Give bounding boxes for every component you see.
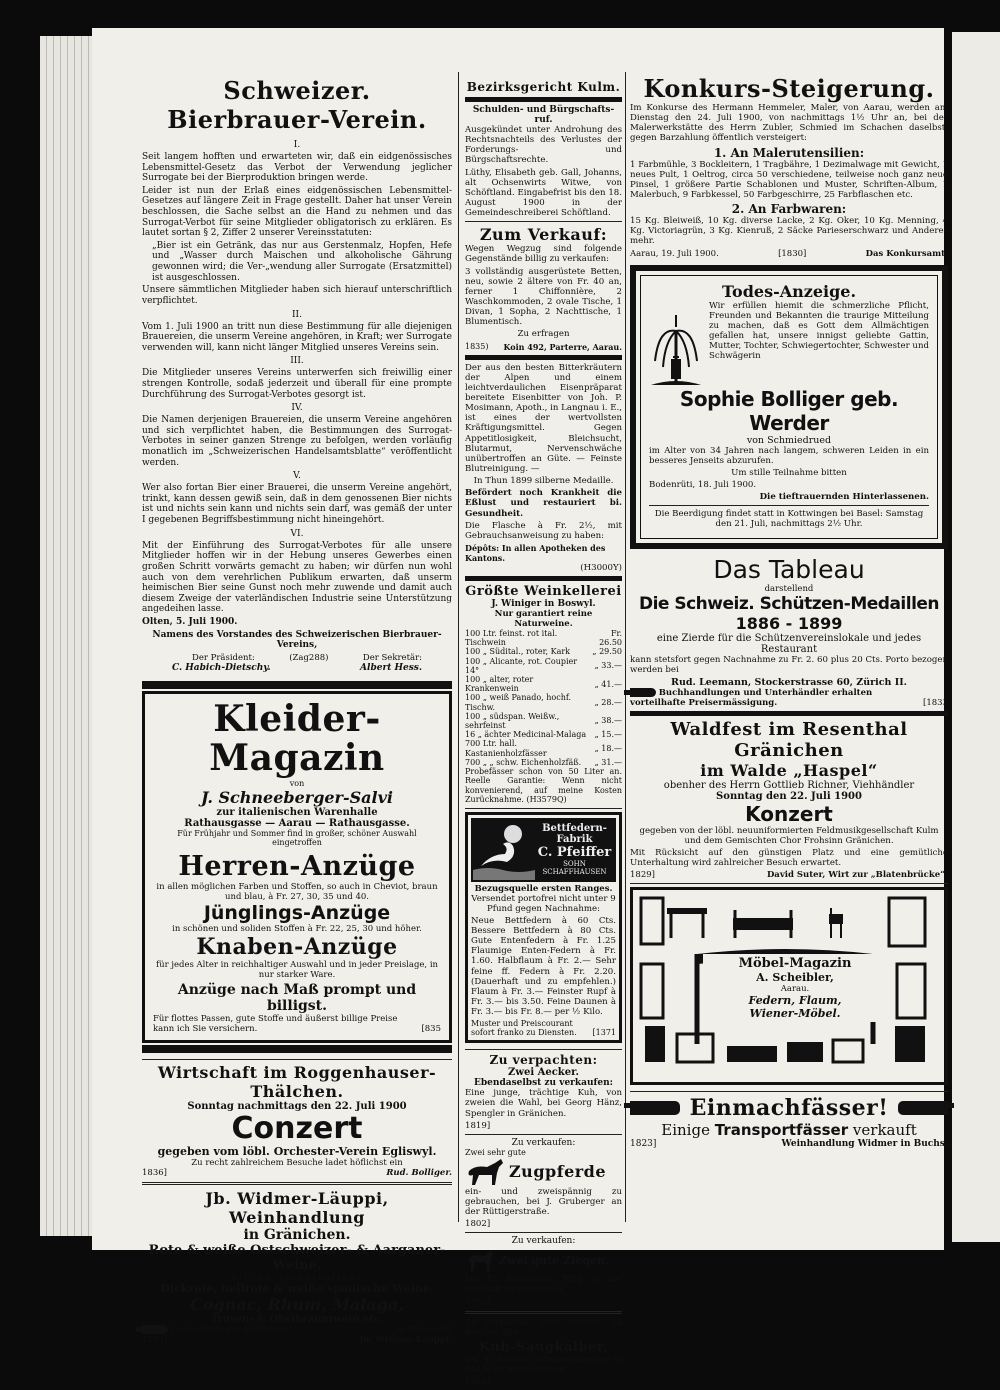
price-row [465,712,622,730]
price-value: „ 29.50 [592,647,622,657]
ad-number: 1829] [630,870,655,881]
moebel-text: Federn, Flaum, [748,994,842,1008]
kleider-line: Für Frühjahr und Sommer find in großer, schöner Auswahl eingetroffen [177,828,417,847]
kuh-title: Kuh-Saugkälber, [478,1340,609,1356]
divider [465,1311,622,1314]
section-number: IV. [291,403,303,414]
einmach-text-a: Einige [661,1121,710,1140]
tod-bitte: Um stille Teilnahme bitten [731,467,847,478]
tod-von: von Schmiedrued [746,434,832,446]
tableau-address: Rud. Leemann, Stockerstrasse 60, Zürich II. [671,676,907,688]
price-row [465,758,622,767]
paragraph: kann stetsfort gegen Nachnahme zu Fr. 2. 60 plus 20 Cts. Porto bezogen werden bei [630,654,948,675]
paragraph: Mit Rücksicht auf den günstigen Platz und eine gemütliche Unterhaltung wird zahlreicher Besuch erwartet. [630,848,948,869]
wirtschaft-date: Sonntag nachmittags den 22. Juli 1900 [187,1100,407,1112]
waldfest-konzert: Konzert [745,801,833,826]
price-row [465,657,622,675]
feder-quelle: Bezugsquelle ersten Ranges. [474,883,613,894]
herren-text: in allen möglichen Farben und Stoffen, so auch in Cheviot, braun und blau, à Fr. 27, 30, 35 und 40. [156,881,438,902]
bitter-medal: In Thun 1899 silberne Medaille. [473,476,614,487]
president-label: Der Präsident: [192,652,255,663]
waldfest-title: Waldfest im Resenthal Gränichen [670,718,908,761]
divider [630,883,948,884]
conzert-invite: Zu recht zahlreichem Besuche ladet höflichst ein [191,1157,403,1168]
wirtschaft-title: Wirtschaft im Roggenhauser-Thälchen. [157,1062,437,1101]
price-item: 100 Ltr. feinst. rot ital. Tischwein [465,629,558,648]
verkauf-address: Koin 492, Parterre, Aarau. [503,341,622,352]
paragraph: 15 Kg. Bleiweiß, 10 Kg. diverse Lacke, 2 Kg. Oker, 10 Kg. Menning, 4 Kg. Victoriagrün, 3 Kg. Kienruß, 2 Säcke Parieserschwarz und Anderes mehr. [630,216,948,247]
kleider-ad [142,681,452,1053]
tod-name: Sophie Bolliger geb. Werder [679,386,899,435]
zug-sub: Zwei sehr gute [465,1147,526,1157]
pointing-hand-icon [630,688,656,697]
willow-grave-icon [649,301,703,387]
paragraph: bei Al. Müller, Schmiedemeister in Walde zu Schmiedrued. [465,1355,622,1376]
column-left [142,70,452,1345]
zug-header: Zu verkaufen: [511,1137,576,1148]
feder-muster: Muster und Preiscourant sofort franko zu Diensten. [471,1019,577,1038]
paragraph: Wir erfüllen hiemit die schmerzliche Pflicht, Freunden und Bekannten die traurige Mitteilung zu machen, daß es Gott dem Allmächtigen gefallen hat, unsere innigst geliebte Gattin, Mutter, Tochter, Schwiegertochter, Schwester und Schwägerin [709,300,930,362]
book-page-edges [40,36,95,1236]
paragraph: Die Mitglieder unseres Vereins unterwerfen sich freiwillig einer strengen Kontrolle, sodaß jederzeit und überall für eine prompte Durchführung des Surrogat-Verbotes gesorgt ist. [142,368,452,400]
kleider-address: Rathausgasse — Aarau — Rathausgasse. [184,817,410,829]
death-notice [630,265,948,549]
price-row [465,647,622,656]
bezirk-title: Bezirksgericht Kulm. [466,80,621,94]
widmer-cheap: Billige, reingehaltene [231,1272,363,1282]
statute-quote: „Bier ist ein Getränk, das nur aus Gerstenmalz, Hopfen, Hefe und „Wasser durch Maischen und alkoholische Gährung gewonnen wird; die Ver-„wendung aller Surrogate (Ersatzmittel) ist ausgeschlossen. [152,240,452,283]
einmach-signature: Weinhandlung Widmer in Buchs. [781,1139,948,1150]
bitter-depot: Dépôts: In allen Apotheken des Kantons. [465,542,606,563]
price-row [465,629,622,647]
bitter-eslust: Befördert noch Krankheit die Eßlust und restauriert bi. Gesundheit. [465,488,622,519]
bezirk-sub: Schulden- und Bürgschafts-ruf. [472,105,615,125]
moebel-location: Aarau. [780,984,810,995]
kleider-owner: J. Schneeberger-Salvi [201,787,393,807]
divider [465,1134,622,1135]
kleider-sub: zur italienischen Warenhalle [216,806,378,818]
paragraph: im Alter von 34 Jahren nach langem, schweren Leiden in ein besseres Jenseits abzurufen. [649,445,929,466]
kleider-von: von [289,778,305,788]
divider [142,1059,452,1060]
goat-icon [465,1246,499,1274]
juengling-text: in schönen und soliden Stoffen à Fr. 22, 25, 30 und höher. [172,923,422,934]
widmer-spirits: Cognac, Rhum, Malaga, [190,1294,404,1314]
tod-burial: Die Beerdigung findet statt in Kottwingen bei Basel: Samstag den 21. Juli, nachmittags 2½ Uhr. [654,509,924,530]
column-rule-2 [625,72,626,1222]
price-value: „ 31.— [594,757,622,767]
paragraph: Wegen Wegzug sind folgende Gegenstände billig zu verkaufen: [465,244,622,265]
divider [465,576,622,581]
waldfest-sub: im Walde „Haspel“ [700,760,878,780]
moebel-title: Möbel-Magazin [738,956,852,972]
pacht-title: Zu verpachten: [489,1053,598,1068]
paragraph: Die Flasche à Fr. 2½, mit Gebrauchsanweisung zu haben: [465,520,622,541]
price-item: 100 „ südspan. Weißw., sehrfeinst [465,711,560,730]
price-value: „ 28.— [594,697,622,707]
paragraph: Lüthy, Elisabeth geb. Gall, Johanns, alt Ochsenwirts Witwe, von Schöftland. Eingabefrist bis den 18. August 1900 in der Gemeindeschreiberei Schöftland. [465,167,622,219]
zug-title: Zugpferde [509,1162,607,1182]
conzert-heading: Conzert [231,1110,363,1146]
widmer-achtung: Achtungsvoll [396,1324,452,1335]
einmach-text-b: Transportfässer [714,1121,849,1140]
pointing-hand-icon [142,1325,168,1334]
konkurs-signature: Das Konkursamt. [865,248,948,259]
paragraph: gegeben von der löbl. neuuniformierten Feldmusikgesellschaft Kulm und dem Gemischten Chor Frohsinn Gränichen. [639,825,939,846]
einmach-text-c: verkauft [852,1121,917,1140]
pointing-hand-icon [898,1101,948,1115]
price-item: 100 „ weiß Panado, hochf. Tischw. [465,693,572,712]
moebel-text-2: Wiener-Möbel. [749,1007,841,1021]
price-item: 100 „ Südital., roter, Kark [465,647,571,657]
column-rule-1 [458,72,459,1222]
price-row [465,730,622,739]
einmach-title: Einmachfässer! [689,1095,889,1122]
price-value: Fr. 26.50 [599,629,622,648]
price-item: 700 „ „ schw. Eichenholzfäß. [465,757,582,767]
column-middle [465,70,622,1390]
divider [465,221,622,222]
waldfest-signature: David Suter, Wirt zur „Blatenbrücke“. [766,870,948,881]
paragraph: Der aus den besten Bitterkräutern der Alpen und einem leichtverdaulichen Eisenpräparat bereitete Eisenbitter von Joh. P. Mosimann, Apoth., in Langnau i. E., ist eines der wertvollsten Kräftigungsmittel. Gegen Appetitlosigkeit, Bleichsucht, Blutarmut, Nervenschwäche unübertroffen an Güte. — Feinste Blutreinigung. — [465,362,622,474]
paragraph: Seit langem hofften und erwarteten wir, daß ein eidgenössisches Lebensmittel-Gesetz das Verbot der Verwendung jeglicher Surrogate bei der Bierproduktion bringen werde. [142,152,452,184]
widmer-title: Jb. Widmer-Läuppi, Weinhandlung [205,1188,389,1227]
ziegen-title: Zwei gute Ziegen, [499,1253,609,1267]
divider [465,1232,622,1233]
next-page-edge [952,32,1000,1242]
konkurs-section-2: 2. An Farbwaren: [731,202,847,217]
dateline: Olten, 5. Juli 1900. [142,616,238,627]
column-right [630,70,948,1149]
kuh-header: Zu verkaufen: Zwei schöne, 14 Wochen alte [465,1317,622,1338]
mass-heading: Anzüge nach Maß prompt und billigst. [177,981,417,1014]
divider [465,1049,622,1050]
wein-title: Größte Weinkellerei [465,584,622,600]
tod-date: Bodenrüti, 18. Juli 1900. [649,479,757,490]
president-signature: C. Habich-Dietschy. [172,662,271,673]
conzert-performer: gegeben vom löbl. Orchester-Verein Egliswyl. [157,1144,437,1158]
ad-number: 1823] [630,1139,657,1150]
price-item: 100 „ alter, roter Krankenwein [465,675,534,694]
paragraph: ein- und zweispännig zu gebrauchen, bei J. Gruberger an der Rüttigerstraße. [465,1186,622,1218]
ad-number: [1833 [923,697,948,708]
konkurs-title: Konkurs-Steigerung. [643,74,935,103]
divider [630,711,948,716]
price-row [465,739,622,757]
ad-number: [835 [421,1023,441,1034]
tableau-text: eine Zierde für die Schützenvereinslokale und jedes Restaurant [656,632,922,655]
paragraph: Mit der Einführung des Surrogat-Verbotes für alle unsere Mitglieder hoffen wir in der Hebung unseres Gewerbes einen großen Schritt vorwärts gemacht zu haben; wir dürfen nun wohl auch von dem verehrlichen Publikum erwarten, daß unserm heimischen Bier seine Gunst noch mehr zuwende und damit auch diesem Zweige der vaterländischen Industrie seine Unterstützung angedeihen lasse. [142,540,452,615]
paragraph: Im Konkurse des Hermann Hemmeler, Maler, von Aarau, werden am Dienstag den 24. Juli 1900, von nachmittags 1½ Uhr an, bei der Malerwerkstätte des Herrn Zubler, Schmied im Schachen daselbst, gegen Barzahlung öffentlich versteigert: [630,103,948,144]
section-number: VI. [290,528,304,539]
paragraph: 1 Farbmühle, 3 Bockleitern, 1 Tragbähre, 1 Dezimalwage mit Gewicht, 1 neues Pult, 1 Oeltrog, circa 50 verschiedene, teilweise noch ganz neue Pinsel, 1 größere Partie Schablonen und Muster, Schriften-Album, 1 Malerbuch, 9 Farbkessel, 50 Farbgeschirre, 25 Farbflaschen etc. [630,159,948,200]
conzert-signature: Rud. Bolliger. [386,1167,452,1178]
paragraph: 3 vollständig ausgerüstete Betten, neu, sowie 2 ältere von Fr. 40 an, ferner 1 Chiffonnière, 2 Waschkommoden, 2 ovale Tische, 1 Divan, 1 Sopha, 2 Nachttische, 1 Blumentisch. [465,266,622,328]
ziegen-header: Zu verkaufen: [511,1236,576,1247]
widmer-available: Leihgebinde zur Verfügung! [170,1324,292,1335]
price-row [465,693,622,711]
tableau-years: 1886 - 1899 [735,613,843,633]
price-value: „ 15.— [594,730,622,740]
tableau-sub: darstellend [764,583,814,594]
paragraph: Wer also fortan Bier einer Brauerei, die unserm Vereine angehört, trinkt, kann dessen gewiß sein, daß in dem genossenen Bier nichts ist und nichts sein kann und nichts sein darf, was gemäß der unter I gegebenen Begriffsbestimmung nicht hineingehört. [142,483,452,526]
paragraph: Ausgekündet unter Androhung des Rechtsnachteils des Verlustes der Forderungs- und Bürgschaftsrechte. [465,125,622,166]
feder-location: SCHAFFHAUSEN [542,868,607,877]
wein-guarantee: Nur garantiert reine Naturweine. [494,609,593,630]
paragraph: Vom 1. Juli 1900 an tritt nun diese Bestimmung für alle diejenigen Brauereien, die unserm Vereine angehören, in Kraft; wer Surrogate verwenden will, kann nicht länger Mitglied unseres Vereins sein. [142,321,452,353]
feder-owner: C. Pfeiffer [537,845,612,861]
bettfedern-ad [465,812,622,1044]
section-number: II. [292,309,302,320]
pacht-item: Zwei Aecker. [508,1067,579,1079]
price-value: „ 38.— [594,716,622,726]
section-number: III. [290,356,304,367]
divider [142,1182,452,1185]
secretary-label: Der Sekretär: [362,652,422,663]
ad-number: 1796] [465,1296,491,1307]
mass-text: Für flottes Passen, gute Stoffe und äußerst billige Preise kann ich Sie versichern. [153,1013,398,1034]
swan-icon [473,820,535,880]
price-row [465,675,622,693]
price-item: 700 Ltr. hall. Kastanienholzfässer [465,739,547,758]
horse-icon [465,1157,509,1187]
waldfest-date: Sonntag den 22. Juli 1900 [716,790,862,802]
divider [465,808,622,809]
ad-number: (H3000Y) [580,562,622,573]
paragraph: Eine junge, trächtige Kuh, von zweien die Wahl, bei Georg Hänz, Spengler in Gränichen. [465,1088,622,1119]
ad-number: 1836] [142,1167,167,1178]
kleider-title: Kleider-Magazin [209,697,385,780]
herren-heading: Herren-Anzüge [178,850,416,882]
verkauf-erfragen: Zu erfragen [517,329,570,340]
tod-signature: Die tieftrauernden Hinterlassenen. [759,492,929,503]
pointing-hand-icon [630,1101,680,1115]
price-item: 16 „ ächter Medicinal-Malaga [465,730,587,740]
price-value: „ 41.— [594,679,622,689]
verkauf-title: Zum Verkauf: [479,225,608,245]
moebel-owner: A. Scheibler, [756,971,834,985]
waldfest-location: obenher des Herrn Gottlieb Richner, Viehhändler [663,779,915,791]
section-number: V. [293,471,301,482]
ad-number: [1371 [592,1028,616,1038]
paragraph: Leider ist nun der Erlaß eines eidgenössischen Lebensmittel-Gesetzes auf längere Zeit in Frage gestellt. Daher hat unser Verein beschlossen, die Sache selbst an die Hand zu nehmen und das Surrogat-Verbot für seine Mitglieder obligatorisch zu erklären. Es lautet sortan § 2, Ziffer 2 unserer Vereinsstatuten: [142,185,452,239]
divider [630,1091,948,1092]
tod-title: Todes-Anzeige. [721,281,857,301]
divider [465,355,622,360]
price-value: „ 33.— [594,661,622,671]
section-number: I. [293,140,301,150]
on-behalf-line: Namens des Vorstandes des Schweizerischen Bierbrauer-Vereins, [152,629,442,651]
ad-number: 1808] [465,1377,491,1388]
wein-note: Probefässer schon von 50 Liter an. Reelle Garantie: Wenn nicht konvenierend, auf meine Kosten Zurücknahme. (H3579Q) [465,766,622,805]
widmer-trusen: Trusen- & Obstbranntwein etc. [210,1313,384,1325]
ref-number: (Zag288) [289,652,329,663]
divider [649,505,929,506]
paragraph: Unsere sämmtlichen Mitglieder haben sich hierauf unterschriftlich verpflichtet. [142,285,452,306]
paragraph: bei Fr. Kaufmann, Bifig in der Vorstadt zu Gränichen. [465,1274,622,1295]
feder-title: Bettfedern-Fabrik [542,823,607,846]
konkurs-section-1: 1. An Malerutensilien: [713,145,865,160]
tableau-title: Das Tableau [713,554,865,584]
ad-number: 1819] [465,1120,491,1131]
tableau-medals: Die Schweiz. Schützen-Medaillen [638,593,940,614]
moebel-ad [630,887,948,1085]
feder-items: Neue Bettfedern à 60 Cts. Bessere Bettfedern à 80 Cts. Gute Entenfedern à Fr. 1.25 Flaumige Enten-Federn à Fr. 1.60. Halbflaum à Fr. 2.— Sehr feine ff. Federn à Fr. 2.20. (Dauerhaft und zu empfehlen.) Flaum à Fr. 3.— Feinster Rupf à Fr. 3.— bis 3.50. Feine Daunen à Fr. 3.— bis Fr. 8.— per ½ Kilo. [471,915,616,1018]
knaben-heading: Knaben-Anzüge [196,933,398,960]
widmer-signature: Jb. Widmer-Läuppi. [359,1334,452,1345]
wein-owner: J. Winiger in Boswyl. [491,599,596,610]
wein-price-table [465,629,622,767]
divider [465,97,622,102]
widmer-location: in Gränichen. [243,1226,351,1243]
knaben-text: für jedes Alter in reichhaltiger Auswahl und in jeder Preislage, in nur starker Ware. [155,959,439,980]
paragraph: Die Namen derjenigen Brauereien, die unserm Vereine angehören und sich verpflichtet haben, die Bestimmungen des Surrogat-Verbotes in seiner ganzen Strenge zu befolgen, werden vorläufig monatlich im „Schweizerischen Handelsamtsblatte“ veröffentlicht werden. [142,415,452,468]
feder-sohn: SOHN [563,860,586,869]
bierbrauer-title: Schweizer. Bierbrauer-Verein. [167,76,427,134]
tableau-dealers: Buchhandlungen und Unterhändler erhalten vorteilhafte Preisermässigung. [630,687,873,708]
ad-number: 1802] [465,1219,491,1230]
paragraph: Versendet portofrei nicht unter 9 Pfund gegen Nachnahme: [471,893,616,914]
ad-number: [1830] [778,248,807,259]
price-value: „ 18.— [594,743,622,753]
ad-number: 1835) [465,341,489,351]
pacht-also: Ebendaselbst zu verkaufen: [474,1078,613,1089]
ad-number: 1783] [142,1334,167,1345]
widmer-wines: Rote & weiße Ostschweizer- & Aarganer-Weine. [148,1242,446,1273]
juengling-heading: Jünglings-Anzüge [203,901,391,924]
price-item: 100 „ Alicante, rot. Coupier 14° [465,656,578,675]
secretary-signature: Albert Hess. [360,662,422,673]
konkurs-date: Aarau, 19. Juli 1900. [630,248,719,259]
widmer-spanish: Dickrote, hellrote & weiße spanische Weine. [160,1281,434,1295]
